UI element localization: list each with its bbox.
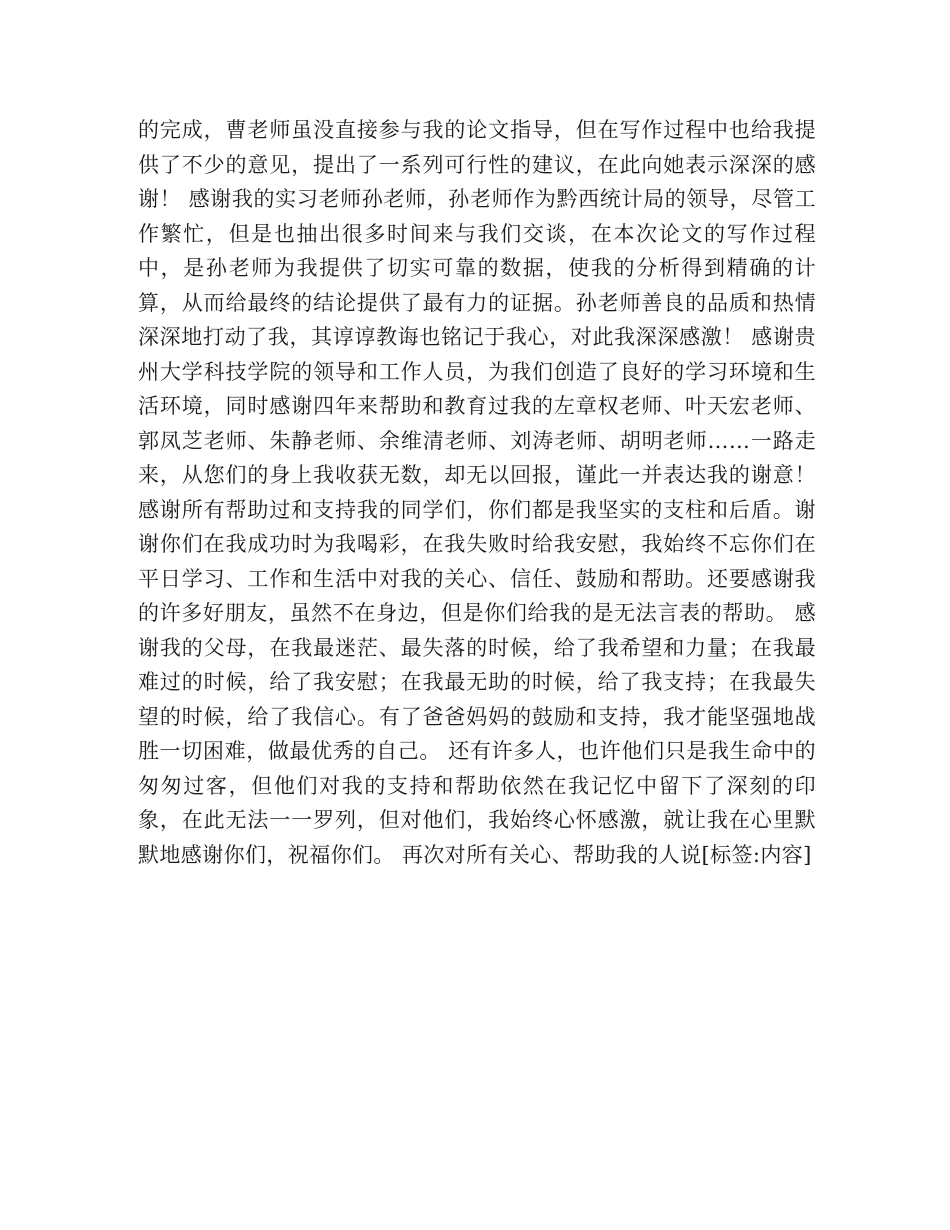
body-paragraph: 的完成，曹老师虽没直接参与我的论文指导，但在写作过程中也给我提供了不少的意见，提出了一系列可行性的建议，在此向她表示深深的感谢！ 感谢我的实习老师孙老师，孙老师作为黔西统计局的领导，尽管工作繁忙，但是也抽出很多时间来与我们交谈，在本次论文的写作过程中，是孙老师为我提供了切实可靠的数据，使我的分析得到精确的计算，从而给最终的结论提供了最有力的证据。孙老师善良的品质和热情深深地打动了我，其谆谆教诲也铭记于我心，对此我深深感激！ 感谢贵州大学科技学院的领导和工作人员，为我们创造了良好的学习环境和生活环境，同时感谢四年来帮助和教育过我的左章权老师、叶天宏老师、郭凤芝老师、朱静老师、余维清老师、刘涛老师、胡明老师……一路走来，从您们的身上我收获无数，却无以回报，谨此一并表达我的谢意！ 感谢所有帮助过和支持我的同学们，你们都是我坚实的支柱和后盾。谢谢你们在我成功时为我喝彩，在我失败时给我安慰，我始终不忘你们在平日学习、工作和生活中对我的关心、信任、鼓励和帮助。还要感谢我的许多好朋友，虽然不在身边，但是你们给我的是无法言表的帮助。 感谢我的父母，在我最迷茫、最失落的时候，给了我希望和力量；在我最难过的时候，给了我安慰；在我最无助的时候，给了我支持；在我最失望的时候，给了我信心。有了爸爸妈妈的鼓励和支持，我才能坚强地战胜一切困难，做最优秀的自己。 还有许多人，也许他们只是我生命中的匆匆过客，但他们对我的支持和帮助依然在我记忆中留下了深刻的印象，在此无法一一罗列，但对他们，我始终心怀感激，就让我在心里默默地感谢你们，祝福你们。 再次对所有关心、帮助我的人说[标签:内容]: [138, 118, 816, 867]
